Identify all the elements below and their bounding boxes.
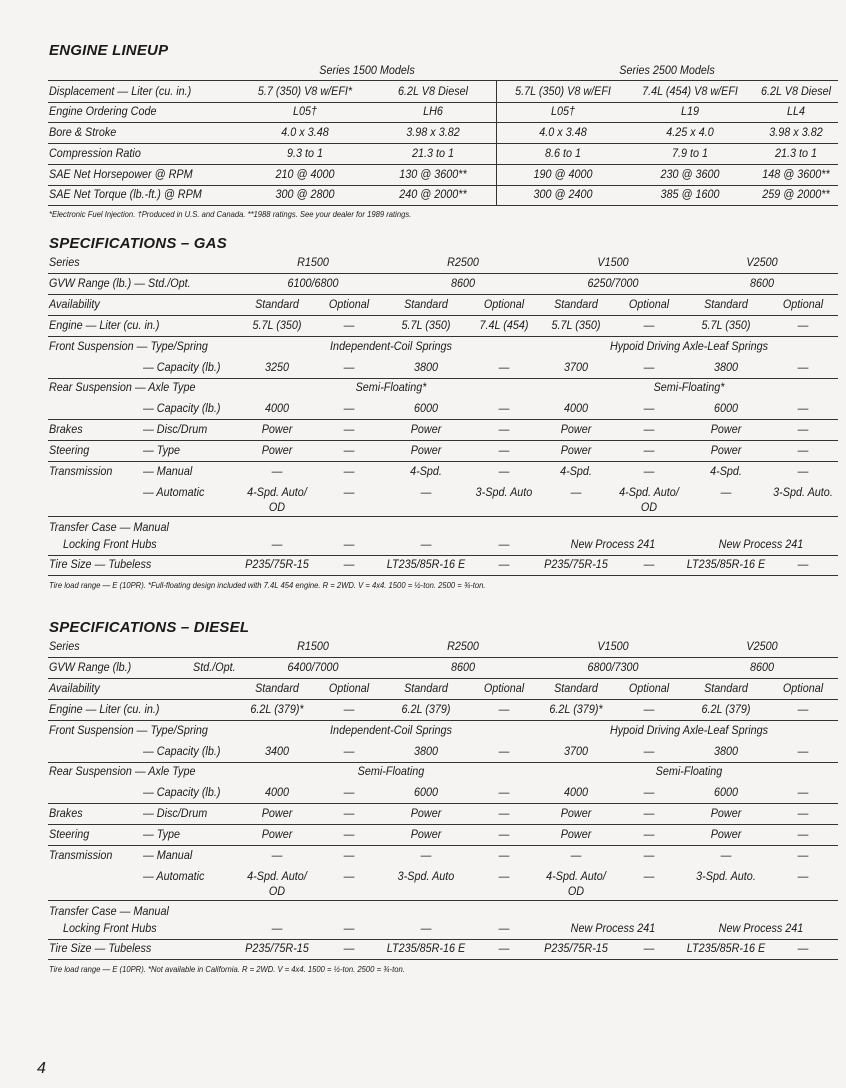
spec-cell: Power (410, 443, 442, 457)
spec-cell: — (420, 537, 432, 551)
spec-cell: — (643, 557, 655, 571)
spec-cell: 3250 (264, 360, 290, 374)
spec-row-sublabel: — Type (143, 443, 181, 457)
gvw-value: 8600 (749, 660, 775, 674)
spec-cell: — (498, 702, 510, 716)
row-divider (48, 720, 838, 721)
availability-value: Optional (628, 681, 670, 695)
spec-row-label: Brakes (49, 806, 83, 820)
engine-cell: L19 (680, 104, 700, 118)
row-divider (48, 824, 838, 825)
spec-cell: 6000 (713, 785, 739, 799)
engine-cell: LL4 (786, 104, 806, 118)
availability-value: Standard (704, 681, 748, 695)
spec-cell: Power (560, 422, 592, 436)
spec-cell-od: OD (268, 500, 286, 514)
spec-cell: — (271, 464, 283, 478)
gvw-value: 6100/6800 (287, 276, 339, 290)
spec-cell: 6000 (413, 785, 439, 799)
spec-cell: LT235/85R-16 E (686, 941, 766, 955)
spec-cell: 4-Spd. (560, 464, 592, 478)
spec-row-label: Transmission (49, 464, 113, 478)
spec-cell: — (643, 744, 655, 758)
engine-row-label: Compression Ratio (49, 146, 141, 160)
spec-cell: — (498, 744, 510, 758)
spec-span-value: Hypoid Driving Axle-Leaf Springs (609, 723, 769, 737)
row-divider (48, 657, 838, 658)
engine-row-label: Bore & Stroke (49, 125, 117, 139)
spec-cell-od: OD (640, 500, 658, 514)
spec-cell: — (498, 401, 510, 415)
spec-cell: 4000 (563, 401, 589, 415)
spec-cell: Power (261, 806, 293, 820)
row-divider (48, 900, 838, 901)
gvw-value: 8600 (450, 660, 476, 674)
spec-cell: — (797, 848, 809, 862)
spec-cell: — (498, 806, 510, 820)
series-1500-header: Series 1500 Models (319, 63, 415, 77)
spec-cell: Power (710, 443, 742, 457)
spec-row-sublabel: — Automatic (143, 485, 205, 499)
spec-row-label-line2: Locking Front Hubs (63, 921, 157, 935)
row-divider (48, 336, 838, 337)
spec-cell: 6.2L (379)* (549, 702, 603, 716)
spec-span-value: Semi-Floating (357, 764, 425, 778)
row-divider (48, 939, 838, 940)
spec-cell: — (498, 422, 510, 436)
series-v1500: V1500 (597, 255, 629, 269)
spec-cell: 6.2L (379) (401, 702, 451, 716)
gvw-label: GVW Range (lb.) (49, 660, 132, 674)
spec-cell: — (498, 557, 510, 571)
engine-cell: 8.6 to 1 (544, 146, 582, 160)
row-divider (48, 164, 838, 165)
row-divider (48, 419, 838, 420)
spec-cell: 5.7L (350) (401, 318, 451, 332)
spec-cell: — (343, 848, 355, 862)
row-divider (48, 845, 838, 846)
spec-cell: — (271, 848, 283, 862)
spec-cell: 3-Spd. Auto. (773, 485, 833, 499)
row-divider (48, 959, 838, 960)
spec-row-label: Steering (49, 443, 90, 457)
spec-cell: — (498, 848, 510, 862)
spec-row-sublabel: — Disc/Drum (143, 422, 208, 436)
spec-cell: — (498, 360, 510, 374)
spec-cell: New Process 241 (718, 537, 804, 551)
spec-row-label: Engine — Liter (cu. in.) (49, 318, 160, 332)
spec-cell: — (643, 941, 655, 955)
engine-cell: 148 @ 3600** (762, 167, 830, 181)
engine-cell: 7.9 to 1 (671, 146, 709, 160)
spec-cell: — (797, 318, 809, 332)
spec-cell: — (498, 827, 510, 841)
row-divider (48, 555, 838, 556)
spec-cell: — (343, 557, 355, 571)
spec-cell: Power (410, 806, 442, 820)
gvw-label: GVW Range (lb.) — Std./Opt. (49, 276, 191, 290)
availability-value: Optional (782, 297, 824, 311)
spec-cell: — (643, 422, 655, 436)
spec-cell: — (797, 702, 809, 716)
spec-cell: P235/75R-15 (245, 941, 309, 955)
spec-cell: Power (710, 806, 742, 820)
row-divider (48, 273, 838, 274)
spec-row-label: Transmission (49, 848, 113, 862)
engine-cell: 385 @ 1600 (660, 187, 720, 201)
spec-cell: — (343, 702, 355, 716)
spec-cell: — (570, 485, 582, 499)
spec-cell: — (643, 443, 655, 457)
engine-cell: L05† (292, 104, 318, 118)
spec-cell: Power (710, 827, 742, 841)
engine-cell: 21.3 to 1 (774, 146, 818, 160)
spec-cell: — (797, 464, 809, 478)
gvw-sub-label: Std./Opt. (193, 660, 236, 674)
spec-cell: 3800 (713, 744, 739, 758)
gvw-value: 6800/7300 (587, 660, 639, 674)
spec-cell: 3-Spd. Auto (475, 485, 533, 499)
spec-cell: — (343, 921, 355, 935)
spec-cell: — (797, 360, 809, 374)
spec-span-value: Semi-Floating* (355, 380, 427, 394)
spec-span-value: Hypoid Driving Axle-Leaf Springs (609, 339, 769, 353)
series-label: Series (49, 255, 80, 269)
spec-cell: — (498, 921, 510, 935)
spec-cell: — (343, 869, 355, 883)
spec-row-sublabel: — Type (143, 827, 181, 841)
spec-cell: — (797, 557, 809, 571)
displacement-label: Displacement — Liter (cu. in.) (49, 84, 192, 98)
spec-row-sublabel: — Manual (143, 464, 193, 478)
spec-cell: 6.2L (379) (701, 702, 751, 716)
spec-cell: — (343, 318, 355, 332)
spec-cell: — (797, 806, 809, 820)
spec-cell: — (343, 744, 355, 758)
spec-row-label: Rear Suspension — Axle Type (49, 380, 196, 394)
availability-value: Optional (483, 681, 525, 695)
spec-cell: — (570, 848, 582, 862)
spec-cell: 3800 (413, 360, 439, 374)
row-divider (48, 122, 838, 123)
spec-cell: Power (261, 827, 293, 841)
spec-cell: LT235/85R-16 E (686, 557, 766, 571)
spec-cell: P235/75R-15 (544, 557, 608, 571)
engine-cell: LH6 (423, 104, 443, 118)
spec-cell: — (420, 485, 432, 499)
spec-cell: — (420, 848, 432, 862)
spec-cell: Power (410, 827, 442, 841)
engine-cell: 300 @ 2400 (533, 187, 593, 201)
spec-cell: — (797, 941, 809, 955)
spec-row-sublabel: — Capacity (lb.) (143, 401, 221, 415)
spec-cell: Power (560, 806, 592, 820)
engine-cell: 190 @ 4000 (533, 167, 593, 181)
spec-cell: — (343, 360, 355, 374)
spec-row-sublabel: — Disc/Drum (143, 806, 208, 820)
spec-row-label: Tire Size — Tubeless (49, 941, 152, 955)
spec-span-value: Independent-Coil Springs (330, 723, 452, 737)
spec-cell: New Process 241 (570, 537, 656, 551)
spec-row-label: Transfer Case — Manual (49, 520, 169, 534)
spec-cell-od: OD (567, 884, 585, 898)
series-r1500: R1500 (297, 639, 329, 653)
gvw-value: 6400/7000 (287, 660, 339, 674)
spec-cell: — (643, 702, 655, 716)
spec-cell: 7.4L (454) (479, 318, 529, 332)
spec-cell: — (643, 806, 655, 820)
spec-cell: — (720, 485, 732, 499)
engine-row-label: SAE Net Torque (lb.-ft.) @ RPM (49, 187, 202, 201)
engine-cell: 9.3 to 1 (286, 146, 324, 160)
spec-row-label: Front Suspension — Type/Spring (49, 339, 208, 353)
spec-cell: 4-Spd. (710, 464, 742, 478)
diesel-spec-title: SPECIFICATIONS – DIESEL (49, 619, 250, 636)
row-divider (48, 102, 838, 103)
series-r2500: R2500 (447, 255, 479, 269)
spec-cell: Power (710, 422, 742, 436)
row-divider (48, 575, 838, 576)
spec-cell: 3-Spd. Auto (397, 869, 455, 883)
engine-cell: 3.98 x 3.82 (406, 125, 460, 139)
spec-cell: — (343, 464, 355, 478)
spec-cell: 4-Spd. Auto/ (247, 485, 307, 499)
engine-cell: 4.0 x 3.48 (281, 125, 329, 139)
engine-cell: 259 @ 2000** (762, 187, 830, 201)
spec-cell: LT235/85R-16 E (386, 941, 466, 955)
availability-value: Optional (483, 297, 525, 311)
spec-cell: — (643, 318, 655, 332)
spec-cell: P235/75R-15 (245, 557, 309, 571)
spec-row-label: Brakes (49, 422, 83, 436)
spec-span-value: Semi-Floating* (653, 380, 725, 394)
spec-row-sublabel: — Automatic (143, 869, 205, 883)
spec-cell: 5.7L (350) (252, 318, 302, 332)
spec-cell: — (343, 827, 355, 841)
spec-cell: Power (261, 443, 293, 457)
spec-span-value: Semi-Floating (655, 764, 723, 778)
gas-footnote: Tire load range — E (10PR). *Full-floating design included with 7.4L 454 engine. R = 2WD. V = 4x4. 1500 = ½-ton. 2500 = ¾-ton. (49, 580, 486, 590)
engine-lineup-title: ENGINE LINEUP (49, 42, 169, 59)
spec-cell: — (797, 401, 809, 415)
row-divider (48, 294, 838, 295)
engine-col-header: 5.7L (350) V8 w/EFI (515, 84, 611, 98)
spec-cell-od: OD (268, 884, 286, 898)
spec-cell: — (271, 537, 283, 551)
series-r1500: R1500 (297, 255, 329, 269)
spec-cell: Power (560, 443, 592, 457)
series-r2500: R2500 (447, 639, 479, 653)
spec-cell: 3700 (563, 360, 589, 374)
spec-cell: 4000 (264, 785, 290, 799)
spec-cell: 6.2L (379)* (250, 702, 304, 716)
spec-row-label: Rear Suspension — Axle Type (49, 764, 196, 778)
spec-row-label: Steering (49, 827, 90, 841)
spec-cell: 4-Spd. Auto/ (619, 485, 679, 499)
spec-cell: 5.7L (350) (551, 318, 601, 332)
spec-row-label-line2: Locking Front Hubs (63, 537, 157, 551)
gvw-value: 8600 (749, 276, 775, 290)
page-number: 4 (37, 1060, 46, 1077)
row-divider (48, 516, 838, 517)
spec-cell: LT235/85R-16 E (386, 557, 466, 571)
availability-value: Standard (404, 681, 448, 695)
spec-row-label: Front Suspension — Type/Spring (49, 723, 208, 737)
row-divider (48, 205, 838, 206)
spec-cell: 3-Spd. Auto. (696, 869, 756, 883)
series-label: Series (49, 639, 80, 653)
row-divider (48, 699, 838, 700)
spec-cell: Power (560, 827, 592, 841)
engine-cell: L05† (550, 104, 576, 118)
engine-cell: 4.25 x 4.0 (666, 125, 714, 139)
spec-row-label: Engine — Liter (cu. in.) (49, 702, 160, 716)
spec-cell: — (720, 848, 732, 862)
engine-cell: 210 @ 4000 (275, 167, 335, 181)
spec-cell: 6000 (413, 401, 439, 415)
row-divider (48, 315, 838, 316)
spec-cell: P235/75R-15 (544, 941, 608, 955)
availability-value: Optional (328, 297, 370, 311)
spec-cell: — (797, 785, 809, 799)
engine-row-label: SAE Net Horsepower @ RPM (49, 167, 193, 181)
availability-value: Standard (255, 297, 299, 311)
engine-cell: 21.3 to 1 (411, 146, 455, 160)
spec-cell: — (797, 744, 809, 758)
spec-cell: — (643, 464, 655, 478)
series-v2500: V2500 (746, 639, 778, 653)
engine-cell: 3.98 x 3.82 (769, 125, 823, 139)
row-divider (48, 185, 838, 186)
gvw-value: 6250/7000 (587, 276, 639, 290)
spec-cell: 4-Spd. Auto/ (546, 869, 606, 883)
spec-cell: 4-Spd. Auto/ (247, 869, 307, 883)
engine-row-label: Engine Ordering Code (49, 104, 157, 118)
spec-cell: — (643, 785, 655, 799)
spec-row-sublabel: — Capacity (lb.) (143, 360, 221, 374)
diesel-footnote: Tire load range — E (10PR). *Not available in California. R = 2WD. V = 4x4. 1500 = ½-ton. 2500 = ¾-ton. (49, 964, 405, 974)
spec-cell: — (343, 941, 355, 955)
spec-cell: New Process 241 (718, 921, 804, 935)
availability-label: Availability (49, 297, 100, 311)
spec-cell: — (797, 869, 809, 883)
spec-cell: — (498, 464, 510, 478)
engine-col-header: 6.2L V8 Diesel (760, 84, 832, 98)
spec-cell: — (498, 443, 510, 457)
spec-cell: 4000 (264, 401, 290, 415)
spec-cell: — (498, 869, 510, 883)
spec-cell: — (343, 422, 355, 436)
spec-row-sublabel: — Capacity (lb.) (143, 744, 221, 758)
spec-cell: — (643, 360, 655, 374)
engine-footnote: *Electronic Fuel Injection. †Produced in U.S. and Canada. **1988 ratings. See your dealer for 1989 ratings. (49, 209, 412, 219)
spec-cell: — (643, 827, 655, 841)
availability-value: Standard (255, 681, 299, 695)
spec-span-value: Independent-Coil Springs (330, 339, 452, 353)
spec-cell: 5.7L (350) (701, 318, 751, 332)
availability-value: Standard (704, 297, 748, 311)
spec-cell: — (643, 869, 655, 883)
availability-value: Standard (554, 297, 598, 311)
spec-cell: 3700 (563, 744, 589, 758)
row-divider (48, 461, 838, 462)
spec-cell: — (797, 443, 809, 457)
spec-cell: Power (261, 422, 293, 436)
series-2500-header: Series 2500 Models (619, 63, 715, 77)
spec-cell: — (643, 401, 655, 415)
spec-cell: — (498, 785, 510, 799)
spec-cell: — (797, 422, 809, 436)
gas-spec-title: SPECIFICATIONS – GAS (49, 235, 227, 252)
spec-cell: — (343, 401, 355, 415)
spec-cell: 3800 (713, 360, 739, 374)
spec-cell: 3400 (264, 744, 290, 758)
engine-cell: 4.0 x 3.48 (539, 125, 587, 139)
row-divider (48, 143, 838, 144)
engine-cell: 240 @ 2000** (399, 187, 467, 201)
engine-cell: 300 @ 2800 (275, 187, 335, 201)
row-divider (48, 678, 838, 679)
series-v2500: V2500 (746, 255, 778, 269)
row-divider (48, 762, 838, 763)
spec-cell: — (498, 941, 510, 955)
spec-cell: — (343, 537, 355, 551)
availability-value: Optional (782, 681, 824, 695)
availability-value: Optional (328, 681, 370, 695)
series-v1500: V1500 (597, 639, 629, 653)
engine-col-header: 7.4L (454) V8 w/EFI (642, 84, 738, 98)
availability-value: Standard (554, 681, 598, 695)
spec-cell: — (420, 921, 432, 935)
row-divider (48, 440, 838, 441)
spec-cell: 3800 (413, 744, 439, 758)
spec-cell: 6000 (713, 401, 739, 415)
spec-row-label: Transfer Case — Manual (49, 904, 169, 918)
engine-col-header: 6.2L V8 Diesel (397, 84, 469, 98)
spec-cell: — (343, 443, 355, 457)
spec-row-sublabel: — Capacity (lb.) (143, 785, 221, 799)
spec-cell: — (643, 848, 655, 862)
spec-cell: — (343, 785, 355, 799)
availability-value: Optional (628, 297, 670, 311)
engine-cell: 230 @ 3600 (660, 167, 720, 181)
spec-cell: — (271, 921, 283, 935)
spec-row-label: Tire Size — Tubeless (49, 557, 152, 571)
engine-cell: 130 @ 3600** (399, 167, 467, 181)
spec-cell: 4000 (563, 785, 589, 799)
gvw-value: 8600 (450, 276, 476, 290)
spec-cell: — (498, 537, 510, 551)
spec-cell: New Process 241 (570, 921, 656, 935)
row-divider (48, 378, 838, 379)
row-divider (48, 803, 838, 804)
availability-label: Availability (49, 681, 100, 695)
spec-cell: — (343, 485, 355, 499)
spec-cell: 4-Spd. (410, 464, 442, 478)
engine-col-header: 5.7 (350) V8 w/EFI* (257, 84, 353, 98)
availability-value: Standard (404, 297, 448, 311)
spec-row-sublabel: — Manual (143, 848, 193, 862)
spec-cell: Power (410, 422, 442, 436)
spec-cell: — (797, 827, 809, 841)
spec-cell: — (343, 806, 355, 820)
